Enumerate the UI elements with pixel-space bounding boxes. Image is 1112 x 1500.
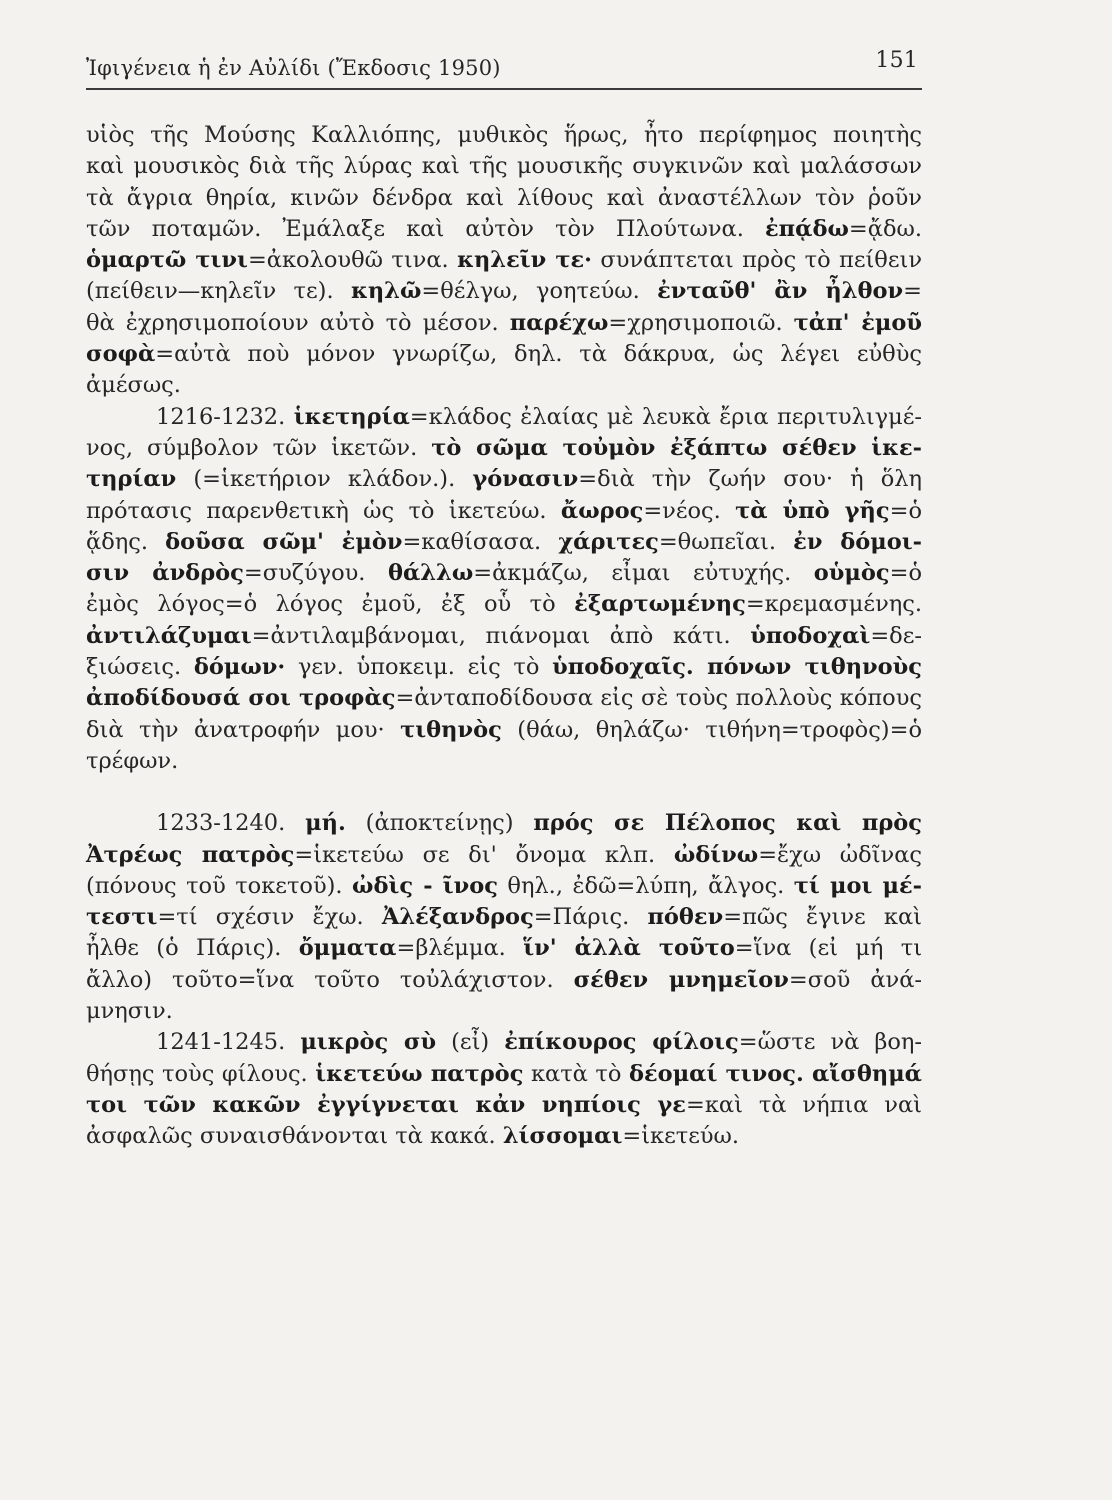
gloss-text: =δε- <box>870 622 922 649</box>
lemma-term: τἀπ' ἐμοῦ <box>793 309 922 336</box>
running-header <box>86 48 922 88</box>
gloss-text: συνάπτεται πρὸς τὸ πείθειν <box>592 247 922 274</box>
lemma-term: ἐνταῦθ' ἂν ἦλθον <box>657 278 904 305</box>
text-line <box>86 370 922 401</box>
text-line <box>86 589 922 620</box>
lemma-term: τοι τῶν κακῶν ἐγγίγνεται κἀν νηπίοις γε <box>86 1091 686 1118</box>
lemma-term: ὠδίνω <box>673 841 759 868</box>
paragraph-gap <box>86 777 922 808</box>
lemma-term: δοῦσα σῶμ' ἐμὸν <box>165 528 403 555</box>
gloss-text: =ὁ <box>889 560 922 587</box>
gloss-text: ᾅδης. <box>86 528 166 555</box>
lemma-term: ὑποδοχαῖς. πόνων τιθηνοὺς <box>552 654 922 681</box>
gloss-text: =αὐτὰ ποὺ μόνον γνωρίζω, δηλ. τὰ δάκρυα, ὡς λέγει εὐθὺς <box>155 341 922 368</box>
lemma-term: τεστι <box>86 904 158 931</box>
text-line <box>86 276 922 307</box>
gloss-text: (πόνους τοῦ τοκετοῦ). <box>86 872 353 899</box>
gloss-text: θηλ., ἐδῶ=λύπη, ἄλγος. <box>497 872 794 899</box>
gloss-text: =διὰ τὴν ζωήν σου· ἡ ὅλη <box>578 466 923 493</box>
gloss-text: τὰ ἄγρια θηρία, κινῶν δένδρα καὶ λίθους καὶ ἀναστέλλων τὸν ῥοῦν <box>86 184 922 211</box>
lemma-term: ὄμματα <box>298 935 397 962</box>
lemma-term: τηρίαν <box>86 466 177 493</box>
gloss-text: =συζύγου. <box>243 560 388 587</box>
gloss-text: θήσῃς τοὺς φίλους. <box>86 1060 316 1087</box>
text-line <box>86 433 922 464</box>
gloss-text: =ἀντιλαμβάνομαι, πιάνομαι ἀπὸ κάτι. <box>251 622 751 649</box>
gloss-text: =ἀνταποδίδουσα εἰς σὲ τοὺς πολλοὺς κόπους <box>395 685 922 712</box>
text-line <box>86 1059 922 1090</box>
gloss-text: =κρεμασμένης. <box>745 591 922 618</box>
lemma-term: λίσσομαι <box>502 1123 623 1150</box>
gloss-text: τρέφων. <box>86 747 179 774</box>
page-number: 151 <box>875 48 918 73</box>
gloss-text: =βλέμμα. <box>396 935 524 962</box>
gloss-text: =κλάδος ἐλαίας μὲ λευκὰ ἔρια περιτυλιγμέ- <box>409 403 922 430</box>
lemma-term: Ἀλέξανδρος <box>381 904 534 931</box>
gloss-text: =πῶς ἔγινε καὶ <box>723 904 923 931</box>
gloss-text: =θωπεῖαι. <box>658 528 794 555</box>
gloss-text: (=ἱκετήριον κλάδον.). <box>176 466 473 493</box>
gloss-text: =τί σχέσιν ἔχω. <box>157 904 382 931</box>
gloss-text: ἐμὸς λόγος=ὁ λόγος ἐμοῦ, ἐξ οὗ τὸ <box>86 591 575 618</box>
gloss-text: (θάω, θηλάζω· τιθήνη=τροφὸς)=ὁ <box>501 716 922 743</box>
gloss-text: τῶν ποταμῶν. Ἐμάλαξε καὶ αὐτὸν τὸν Πλούτωνα. <box>86 215 765 242</box>
lemma-term: ἀποδίδουσά σοι τροφὰς <box>86 685 396 712</box>
text-line <box>86 1121 922 1152</box>
gloss-text: νος, σύμβολον τῶν ἱκετῶν. <box>86 434 432 461</box>
lemma-term: τιθηνὸς <box>400 716 502 743</box>
text-line <box>86 339 922 370</box>
lemma-term: ἵν' ἀλλὰ τοῦτο <box>523 935 735 962</box>
gloss-text: καὶ μουσικὸς διὰ τῆς λύρας καὶ τῆς μουσικῆς συγκινῶν καὶ μαλάσσων <box>86 153 922 180</box>
gloss-text: =ἔχω ὠδῖνας <box>758 841 922 868</box>
text-line <box>86 151 922 182</box>
text-line <box>86 683 922 714</box>
gloss-text: =ἵνα (εἰ μή τι <box>734 935 923 962</box>
lemma-term: γόνασιν <box>472 466 579 493</box>
lemma-term: ὠδὶς - ῖνος <box>352 872 498 899</box>
lemma-term: ἐν δόμοι- <box>793 528 922 555</box>
lemma-term: τὰ ὑπὸ γῆς <box>735 497 890 524</box>
lemma-term: παρέχω <box>509 309 609 336</box>
text-line <box>86 214 922 245</box>
text-line <box>86 402 922 433</box>
lemma-term: πόθεν <box>647 904 724 931</box>
header-rule <box>86 88 922 90</box>
lemma-term: ἀντιλάζυμαι <box>86 622 252 649</box>
lemma-term: μικρὸς σὺ <box>300 1029 437 1056</box>
lemma-term: σέθεν μνημεῖον <box>573 966 789 993</box>
text-line <box>86 746 922 777</box>
gloss-text: (εἶ) <box>436 1029 505 1056</box>
lemma-term: ἐπᾴδω <box>765 215 849 242</box>
text-line <box>86 715 922 746</box>
text-line <box>86 183 922 214</box>
text-line <box>86 652 922 683</box>
lemma-term: κηλῶ <box>350 278 422 305</box>
gloss-text: =ὥστε νὰ βοη- <box>738 1029 923 1056</box>
gloss-text: 1216-1232. <box>156 403 294 430</box>
gloss-text: θὰ ἐχρησιμοποίουν αὐτὸ τὸ μέσον. <box>86 309 510 336</box>
gloss-text: ἦλθε (ὁ Πάρις). <box>86 935 299 962</box>
gloss-text: ἄλλο) τοῦτο=ἵνα τοῦτο τοὐλάχιστον. <box>86 966 574 993</box>
lemma-term: τί μοι μέ- <box>793 872 922 899</box>
gloss-text: πρότασις παρενθετικὴ ὡς τὸ ἱκετεύω. <box>86 497 561 524</box>
page-body-text <box>86 120 922 1153</box>
text-line <box>86 496 922 527</box>
gloss-text: κατὰ τὸ <box>523 1060 629 1087</box>
lemma-term: θάλλω <box>387 560 474 587</box>
text-line <box>86 308 922 339</box>
lemma-term: τὸ σῶμα τοὐμὸν ἐξάπτω σέθεν ἱκε- <box>431 434 922 461</box>
text-line <box>86 996 922 1027</box>
gloss-text: =ᾄδω. <box>848 215 922 242</box>
lemma-term: δόμων· <box>193 654 286 681</box>
text-line <box>86 808 922 839</box>
gloss-text: ξιώσεις. <box>86 654 194 681</box>
lemma-term: κηλεῖν τε· <box>457 247 592 274</box>
text-line <box>86 840 922 871</box>
lemma-term: ἐπίκουρος φίλοις <box>504 1029 739 1056</box>
running-title: Ἰφιγένεια ἡ ἐν Αὐλίδι (Ἔκδοσις 1950) <box>86 56 501 80</box>
text-line <box>86 1027 922 1058</box>
text-line <box>86 464 922 495</box>
gloss-text: 1241-1245. <box>156 1029 301 1056</box>
gloss-text: =ἱκετεύω. <box>622 1123 740 1150</box>
lemma-term: ἐξαρτωμένης <box>574 591 746 618</box>
text-line <box>86 902 922 933</box>
text-line <box>86 871 922 902</box>
gloss-text: ἀμέσως. <box>86 372 181 399</box>
gloss-text: =ἀκμάζω, εἶμαι εὐτυχής. <box>473 560 814 587</box>
lemma-term: δέομαί τινος. αἴσθημά <box>629 1060 922 1087</box>
gloss-text: =θέλγω, γοητεύω. <box>421 278 658 305</box>
lemma-term: ἱκετηρία <box>293 403 410 430</box>
lemma-term: σιν ἀνδρὸς <box>86 560 244 587</box>
gloss-text: = <box>903 278 922 305</box>
gloss-text: μνησιν. <box>86 998 173 1025</box>
gloss-text: =χρησιμοποιῶ. <box>608 309 794 336</box>
text-line <box>86 1090 922 1121</box>
gloss-text: =Πάρις. <box>533 904 648 931</box>
gloss-text: (πείθειν—κηλεῖν τε). <box>86 278 351 305</box>
text-line <box>86 621 922 652</box>
lemma-term: σοφὰ <box>86 341 156 368</box>
lemma-term: μή. <box>305 810 346 837</box>
lemma-term: πρός σε Πέλοπος καὶ πρὸς <box>533 810 922 837</box>
lemma-term: ἱκετεύω πατρὸς <box>315 1060 524 1087</box>
gloss-text: =ἀκολουθῶ τινα. <box>247 247 458 274</box>
gloss-text: ἀσφαλῶς συναισθάνονται τὰ κακά. <box>86 1123 503 1150</box>
gloss-text: =καὶ τὰ νήπια ναὶ <box>685 1091 922 1118</box>
text-line <box>86 527 922 558</box>
text-line <box>86 965 922 996</box>
lemma-term: χάριτες <box>558 528 659 555</box>
gloss-text: (ἀποκτείνῃς) <box>345 810 534 837</box>
gloss-text: 1233-1240. <box>156 810 306 837</box>
gloss-text: =σοῦ ἀνά- <box>788 966 922 993</box>
lemma-term: οὑμὸς <box>813 560 890 587</box>
lemma-term: ὁμαρτῶ τινι <box>86 247 248 274</box>
text-line <box>86 933 922 964</box>
gloss-text: διὰ τὴν ἀνατροφήν μου· <box>86 716 401 743</box>
gloss-text: υἱὸς τῆς Μούσης Καλλιόπης, μυθικὸς ἥρως, ἦτο περίφημος ποιητὴς <box>86 122 922 148</box>
gloss-text: =ὁ <box>889 497 922 524</box>
gloss-text: =καθίσασα. <box>402 528 559 555</box>
lemma-term: ὑποδοχαὶ <box>750 622 871 649</box>
text-line <box>86 120 922 151</box>
gloss-text: =ἱκετεύω σε δι' ὄνομα κλπ. <box>294 841 674 868</box>
text-line <box>86 558 922 589</box>
gloss-text: γεν. ὑποκειμ. εἰς τὸ <box>285 654 553 681</box>
text-line <box>86 245 922 276</box>
lemma-term: ἄωρος <box>560 497 644 524</box>
lemma-term: Ἀτρέως πατρὸς <box>86 841 295 868</box>
gloss-text: =νέος. <box>643 497 736 524</box>
